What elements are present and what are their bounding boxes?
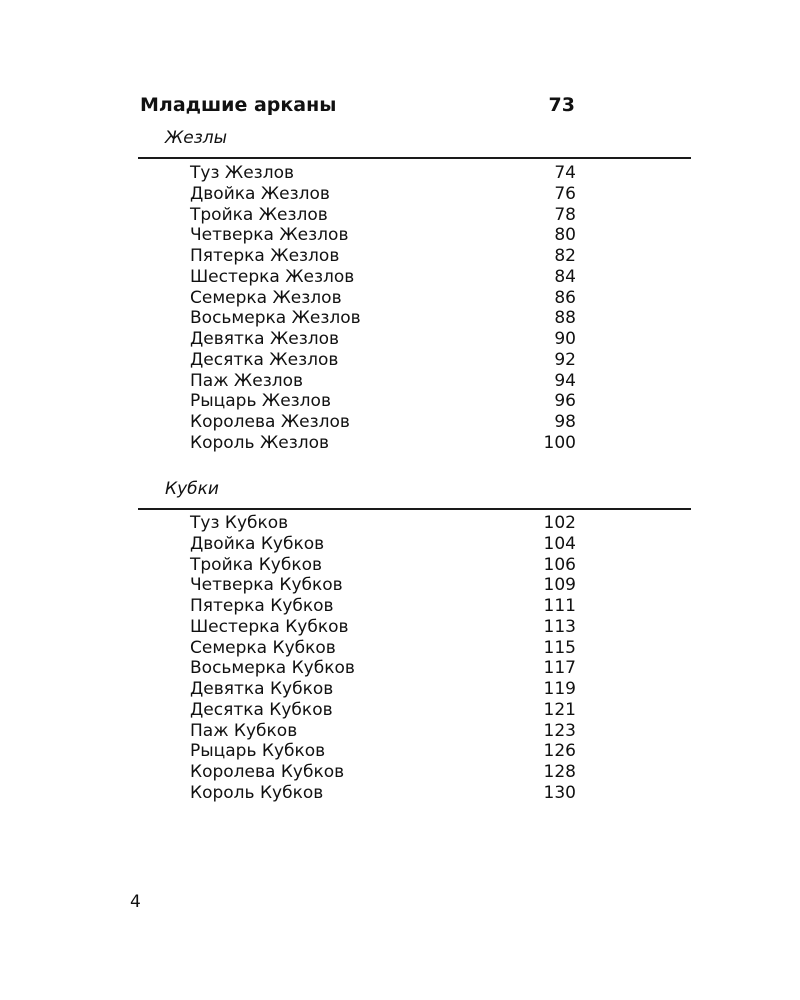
toc-entry-page: 78 bbox=[554, 204, 576, 225]
toc-entry-page: 74 bbox=[554, 163, 576, 183]
toc-entry[interactable] bbox=[190, 225, 576, 246]
toc-entry-page: 76 bbox=[554, 183, 576, 204]
toc-entry[interactable] bbox=[190, 391, 576, 412]
toc-entry-title: Двойка Жезлов bbox=[190, 183, 330, 204]
toc-entry-page: 128 bbox=[543, 762, 576, 782]
toc-entry-title: Король Кубков bbox=[190, 782, 324, 803]
toc-entry[interactable] bbox=[190, 308, 576, 329]
toc-entry[interactable] bbox=[190, 267, 576, 288]
toc-entry[interactable] bbox=[190, 555, 576, 576]
toc-entry-page: 104 bbox=[543, 533, 576, 554]
toc-entry[interactable] bbox=[190, 184, 576, 205]
toc-entry-page: 113 bbox=[543, 616, 576, 637]
toc-entry-title: Пятерка Жезлов bbox=[190, 246, 340, 266]
toc-entry-title: Девятка Кубков bbox=[190, 679, 334, 699]
folio-page-number: 4 bbox=[130, 892, 141, 912]
toc-entry-page: 106 bbox=[543, 554, 576, 575]
toc-entry[interactable] bbox=[190, 513, 576, 534]
toc-entry-page: 121 bbox=[543, 699, 576, 720]
toc-entry-title: Королева Кубков bbox=[190, 762, 345, 782]
toc-entry[interactable] bbox=[190, 679, 576, 700]
toc-entry-page: 102 bbox=[543, 513, 576, 533]
toc-entry-title: Рыцарь Кубков bbox=[190, 741, 326, 762]
toc-entry[interactable] bbox=[190, 638, 576, 659]
group-divider-wands bbox=[138, 157, 691, 159]
toc-entry[interactable] bbox=[190, 433, 576, 454]
toc-entry[interactable] bbox=[190, 205, 576, 226]
toc-entry-title: Четверка Жезлов bbox=[190, 225, 349, 246]
toc-entry-title: Семерка Жезлов bbox=[190, 287, 342, 308]
toc-entry[interactable] bbox=[190, 617, 576, 638]
toc-entry[interactable] bbox=[190, 163, 576, 184]
toc-entry[interactable] bbox=[190, 783, 576, 804]
toc-entry-title: Двойка Кубков bbox=[190, 533, 325, 554]
toc-entry-title: Рыцарь Жезлов bbox=[190, 391, 331, 412]
toc-entry-title: Паж Жезлов bbox=[190, 370, 304, 391]
toc-list-wands bbox=[190, 163, 576, 454]
toc-entry[interactable] bbox=[190, 412, 576, 433]
toc-entry[interactable] bbox=[190, 288, 576, 309]
toc-entry[interactable] bbox=[190, 762, 576, 783]
toc-entry-title: Тройка Жезлов bbox=[190, 204, 328, 225]
toc-entry-page: 96 bbox=[554, 391, 576, 412]
toc-entry-page: 82 bbox=[554, 246, 576, 266]
toc-entry[interactable] bbox=[190, 534, 576, 555]
toc-entry-page: 109 bbox=[543, 575, 576, 596]
group-title-wands: Жезлы bbox=[165, 128, 228, 148]
toc-entry-title: Десятка Жезлов bbox=[190, 349, 339, 370]
toc-entry-title: Пятерка Кубков bbox=[190, 596, 334, 616]
toc-entry-page: 117 bbox=[543, 658, 576, 679]
toc-entry-page: 111 bbox=[543, 596, 576, 616]
group-divider-cups bbox=[138, 508, 691, 510]
toc-entry-page: 115 bbox=[543, 637, 576, 658]
toc-entry-page: 86 bbox=[554, 287, 576, 308]
toc-entry[interactable] bbox=[190, 371, 576, 392]
toc-entry-page: 90 bbox=[554, 329, 576, 349]
toc-entry[interactable] bbox=[190, 700, 576, 721]
toc-entry-title: Туз Жезлов bbox=[190, 163, 294, 183]
toc-entry[interactable] bbox=[190, 350, 576, 371]
toc-entry-page: 80 bbox=[554, 225, 576, 246]
toc-entry-title: Королева Жезлов bbox=[190, 412, 350, 432]
toc-list-cups bbox=[190, 513, 576, 804]
toc-entry-title: Паж Кубков bbox=[190, 720, 298, 741]
toc-entry-title: Тройка Кубков bbox=[190, 554, 323, 575]
toc-entry[interactable] bbox=[190, 329, 576, 350]
toc-entry-page: 84 bbox=[554, 266, 576, 287]
toc-entry-page: 119 bbox=[543, 679, 576, 699]
toc-entry-title: Семерка Кубков bbox=[190, 637, 336, 658]
toc-entry-page: 126 bbox=[543, 741, 576, 762]
toc-entry-title: Шестерка Кубков bbox=[190, 616, 349, 637]
toc-entry[interactable] bbox=[190, 721, 576, 742]
toc-entry-title: Восьмерка Кубков bbox=[190, 658, 355, 679]
toc-entry-title: Десятка Кубков bbox=[190, 699, 333, 720]
toc-entry-title: Девятка Жезлов bbox=[190, 329, 340, 349]
toc-entry-page: 130 bbox=[543, 782, 576, 803]
toc-entry-title: Шестерка Жезлов bbox=[190, 266, 355, 287]
group-title-cups: Кубки bbox=[165, 479, 219, 499]
toc-entry[interactable] bbox=[190, 246, 576, 267]
toc-entry[interactable] bbox=[190, 575, 576, 596]
toc-entry-page: 100 bbox=[543, 432, 576, 453]
toc-entry[interactable] bbox=[190, 658, 576, 679]
toc-entry-page: 123 bbox=[543, 720, 576, 741]
toc-entry-page: 88 bbox=[554, 308, 576, 329]
toc-entry-page: 98 bbox=[554, 412, 576, 432]
section-title: Младшие арканы bbox=[140, 94, 337, 116]
toc-entry-title: Восьмерка Жезлов bbox=[190, 308, 361, 329]
toc-entry-title: Туз Кубков bbox=[190, 513, 289, 533]
toc-entry[interactable] bbox=[190, 596, 576, 617]
toc-entry-page: 94 bbox=[554, 370, 576, 391]
toc-entry[interactable] bbox=[190, 741, 576, 762]
section-page-number: 73 bbox=[548, 94, 575, 116]
toc-entry-page: 92 bbox=[554, 349, 576, 370]
toc-entry-title: Король Жезлов bbox=[190, 432, 330, 453]
toc-entry-title: Четверка Кубков bbox=[190, 575, 343, 596]
